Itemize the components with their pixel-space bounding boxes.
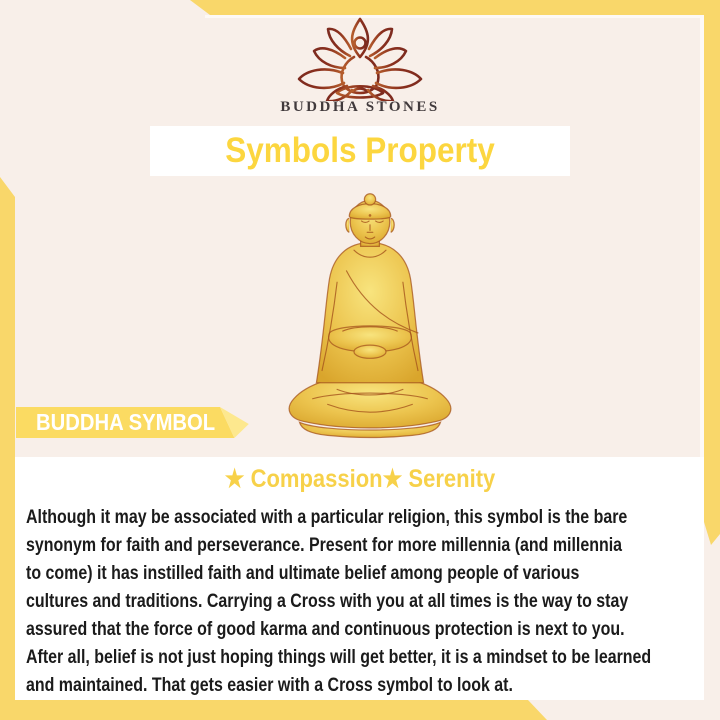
- description-line: synonym for faith and perseverance. Present for more millennia (and millennia: [26, 535, 623, 556]
- lotus-meditation-logo-icon: [285, 16, 435, 101]
- buddha-statue-image: [278, 190, 462, 442]
- symbol-banner-label: BUDDHA SYMBOL: [36, 409, 216, 435]
- description-line: After all, belief is not just hoping things will get better, it is a mindset to be learned: [26, 647, 652, 668]
- top-band-separator: [205, 15, 704, 18]
- description-line: cultures and traditions. Carrying a Cross with you at all times is the way to stay: [26, 591, 629, 612]
- bottom-right-cream-strip: [520, 700, 720, 720]
- right-strip-separator: [700, 15, 704, 457]
- description-line: Although it may be associated with a particular religion, this symbol is the bare: [26, 507, 628, 528]
- description-line: assured that the force of good karma and continuous protection is next to you.: [26, 619, 625, 640]
- properties-line: ★ Compassion★ Serenity: [224, 465, 496, 493]
- description-line: and maintained. That gets easier with a Cross symbol to look at.: [26, 675, 513, 696]
- description-paragraph: [26, 504, 716, 700]
- title-band: [150, 126, 570, 176]
- symbol-banner: [16, 407, 256, 438]
- description-line: to come) it has instilled faith and ultimate belief among people of various: [26, 563, 580, 584]
- page-title: Symbols Property: [225, 131, 495, 170]
- brand-name: BUDDHA STONES: [280, 99, 440, 115]
